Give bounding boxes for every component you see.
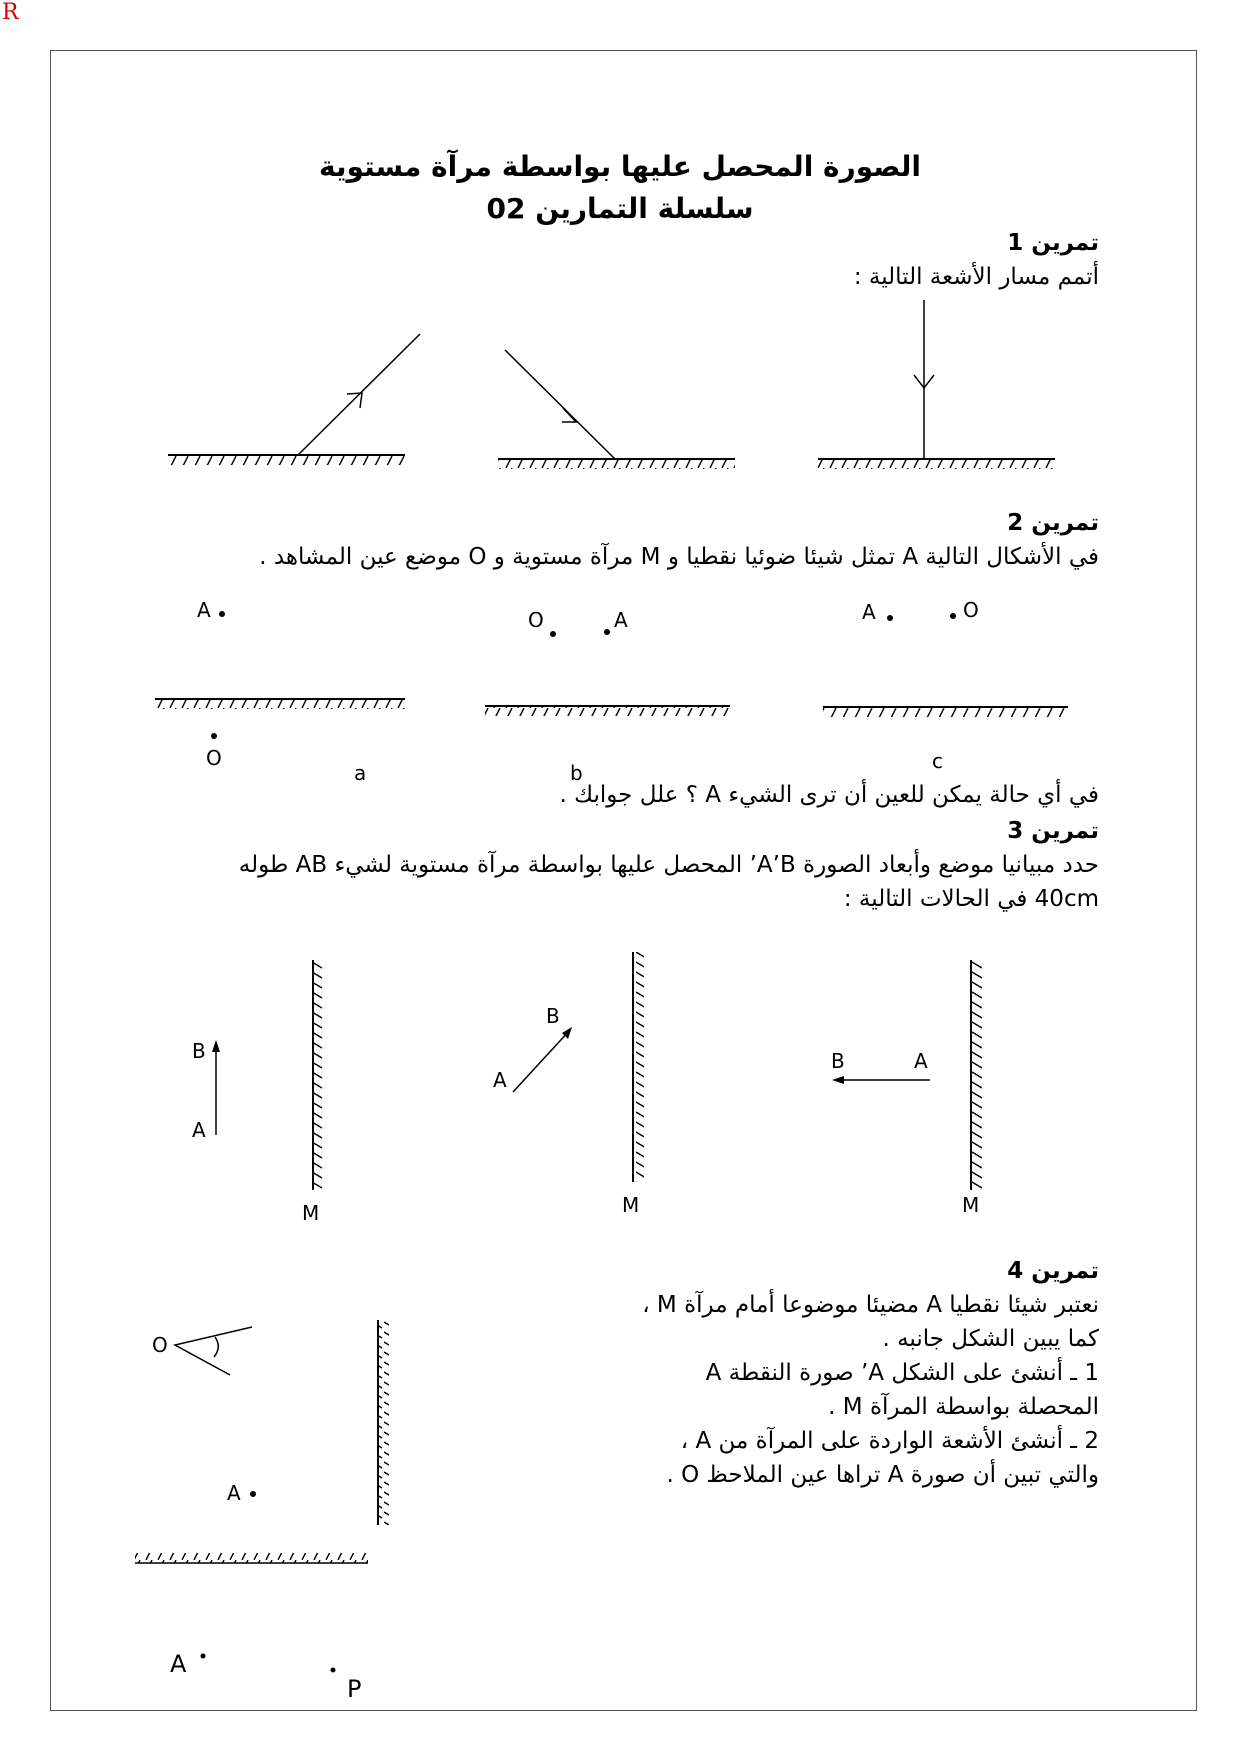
ex3-f3-label-B: B [831, 1049, 845, 1073]
ex4-label-A: A [227, 1481, 241, 1505]
worksheet-title: الصورة المحصل عليها بواسطة مرآة مستوية [319, 150, 921, 183]
ex3-f1-mirror-hatch [314, 960, 324, 1190]
ex2-c-label-O: O [963, 598, 979, 622]
ex2-a-label-O: O [206, 746, 222, 770]
ex2-c-case-label: c [932, 749, 943, 773]
ex1-figure-2 [498, 350, 735, 469]
ex2-a-case-label: a [354, 761, 367, 785]
ex2-b-point-A [604, 629, 610, 635]
exercise-4-line-2: كما يبين الشكل جانبه . [882, 1326, 1099, 1352]
exercise-2-heading: تمرين 2 [1007, 510, 1099, 536]
ex2-a-point-A [219, 611, 225, 617]
ex3-f2-label-M: M [622, 1193, 640, 1217]
ex2-c-mirror-hatch [823, 708, 1068, 717]
eye-icon [175, 1327, 252, 1375]
ex1-mirror-3-hatch [818, 460, 1055, 469]
exercise-4-line-3: 1 ـ أنشئ على الشكل A’ صورة النقطة A [705, 1360, 1099, 1386]
ex3-figure-1 [192, 960, 324, 1225]
ex3-f3-label-M: M [962, 1193, 980, 1217]
exercise-3-heading: تمرين 3 [1007, 818, 1099, 844]
ex2-b-label-O: O [528, 608, 544, 632]
ex1-ray-2 [505, 350, 615, 459]
ex2-figure-a [155, 598, 405, 785]
ex3-f3-arrow-icon [832, 1076, 844, 1084]
ex4-label-P: P [347, 1675, 362, 1703]
ex2-b-label-A: A [614, 608, 628, 632]
exercise-2-instruction: في الأشكال التالية A تمثل شيئا ضوئيا نقطيا و M مرآة مستوية و O موضع عين المشاهد . [259, 544, 1099, 570]
ex3-f1-label-A: A [192, 1118, 206, 1142]
exercise-4-line-6: والتي تبين أن صورة A تراها عين الملاحظ O . [666, 1462, 1099, 1488]
ex2-a-label-A: A [197, 598, 211, 622]
exercise-1-instruction: أتمم مسار الأشعة التالية : [853, 264, 1099, 290]
exercise-4-line-4: المحصلة بواسطة المرآة M . [828, 1394, 1099, 1420]
ex2-c-label-A: A [862, 600, 876, 624]
ex1-mirror-1-hatch [168, 456, 405, 465]
ex3-f2-label-B: B [546, 1004, 560, 1028]
ex1-mirror-2-hatch [498, 460, 735, 469]
ex1-ray-1-arrow-icon [347, 393, 362, 408]
ex2-b-mirror-hatch [485, 707, 730, 716]
worksheet-subtitle: سلسلة التمارين 02 [486, 192, 754, 225]
ex4-mirror-horizontal-hatch [135, 1553, 368, 1563]
ex2-a-point-O [211, 733, 217, 739]
ex3-f3-label-A: A [914, 1049, 928, 1073]
ex2-c-point-O [950, 613, 956, 619]
ex4-figure [135, 1320, 389, 1703]
ex1-figure-1 [168, 334, 420, 465]
ex2-figure-c [823, 598, 1068, 773]
ex2-a-mirror-hatch [155, 700, 405, 709]
eye-angle-arc [214, 1337, 218, 1357]
ex4-point-A [250, 1491, 256, 1497]
ex4-point-A-lower [201, 1654, 206, 1659]
ex3-f1-arrow-icon [212, 1040, 220, 1052]
ex3-figure-2 [493, 952, 644, 1217]
ex4-point-P [331, 1668, 336, 1673]
ex4-label-O: O [152, 1333, 168, 1357]
ex2-figure-b [485, 608, 730, 785]
ex2-c-point-A [887, 615, 893, 621]
exercise-4-line-5: 2 ـ أنشئ الأشعة الواردة على المرآة من A ، [680, 1428, 1099, 1454]
ex3-f1-label-M: M [302, 1201, 320, 1225]
exercise-4-heading: تمرين 4 [1007, 1258, 1099, 1284]
ex2-b-point-O [550, 631, 556, 637]
ex2-b-case-label: b [570, 761, 583, 785]
ex4-label-A-lower: A [170, 1650, 187, 1678]
ex3-f1-label-B: B [192, 1039, 206, 1063]
exercise-4-line-1: نعتبر شيئا نقطيا A مضيئا موضوعا أمام مرآة M ، [642, 1292, 1099, 1318]
ex1-ray-1 [298, 334, 420, 455]
corner-mark: R [2, 0, 19, 25]
exercise-3-instruction-line2: 40cm في الحالات التالية : [843, 886, 1099, 912]
ex4-mirror-vertical-hatch [379, 1320, 389, 1525]
ex3-f2-mirror-hatch [634, 952, 644, 1182]
ex3-figure-3 [831, 960, 982, 1217]
ex3-f2-label-A: A [493, 1068, 507, 1092]
exercise-2-question: في أي حالة يمكن للعين أن ترى الشيء A ؟ علل جوابك . [559, 782, 1099, 808]
ex1-ray-2-arrow-icon [562, 408, 576, 422]
ex3-f2-object-AB [513, 1030, 570, 1092]
exercise-1-heading: تمرين 1 [1007, 230, 1099, 256]
ex3-f3-mirror-hatch [972, 960, 982, 1190]
ex1-figure-3 [818, 300, 1055, 469]
exercise-3-instruction-line1: حدد مبيانيا موضع وأبعاد الصورة A’B’ المحصل عليها بواسطة مرآة مستوية لشيء AB طوله [238, 852, 1099, 878]
